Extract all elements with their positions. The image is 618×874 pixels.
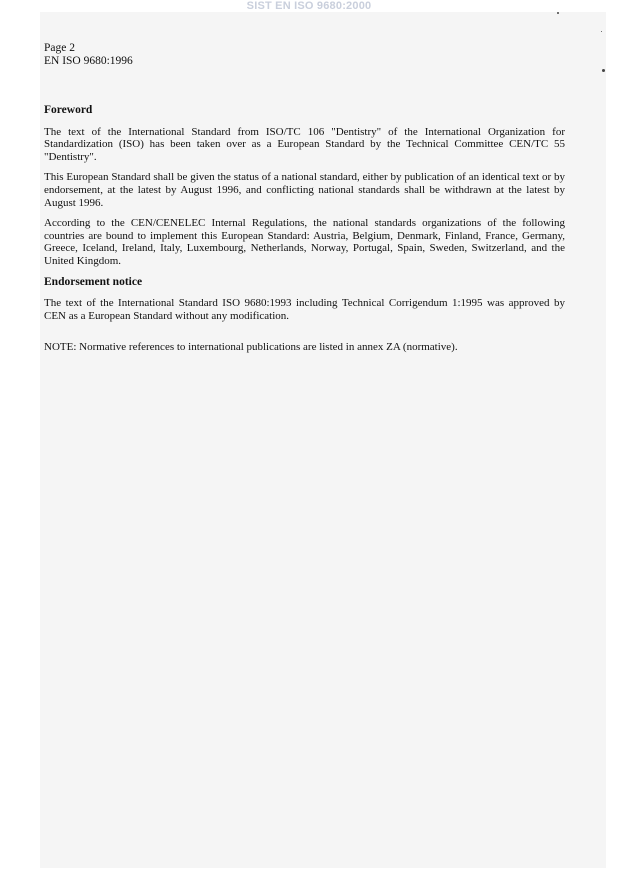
foreword-paragraph: According to the CEN/CENELEC Internal Regulations, the national standards organizations of the following countries are bound to implement this European Standard: Austria, Belgium, Denmark, Finland, France, Germany, Greece, Iceland, Ireland, Italy, Luxembourg, Netherlands, Norway, Portugal, Spain, Sweden, Switzerland, and the United Kingdom. bbox=[44, 217, 565, 267]
foreword-paragraph: This European Standard shall be given the status of a national standard, either by publication of an identical text or by endorsement, at the latest by August 1996, and conflicting national standards shall be withdrawn at the latest by August 1996. bbox=[44, 171, 565, 209]
scan-speck bbox=[601, 31, 602, 32]
document-id: EN ISO 9680:1996 bbox=[44, 55, 133, 67]
page-number: Page 2 bbox=[44, 42, 75, 54]
watermark: SIST EN ISO 9680:2000 bbox=[246, 0, 372, 12]
foreword-heading: Foreword bbox=[44, 104, 93, 116]
page-header bbox=[44, 42, 133, 68]
endorsement-paragraph: The text of the International Standard ISO 9680:1993 including Technical Corrigendum 1:1995 was approved by CEN as a European Standard without any modification. bbox=[44, 297, 565, 322]
foreword-paragraph: The text of the International Standard from ISO/TC 106 "Dentistry" of the International Organization for Standardization (ISO) has been taken over as a European Standard by the Technical Committee CEN/TC 55 "Dentistry". bbox=[44, 125, 565, 163]
page-content bbox=[44, 104, 565, 362]
scan-speck bbox=[557, 12, 559, 14]
note-text: NOTE: Normative references to international publications are listed in annex ZA (normative). bbox=[44, 341, 458, 354]
scan-speck bbox=[602, 69, 605, 72]
endorsement-heading: Endorsement notice bbox=[44, 275, 143, 288]
